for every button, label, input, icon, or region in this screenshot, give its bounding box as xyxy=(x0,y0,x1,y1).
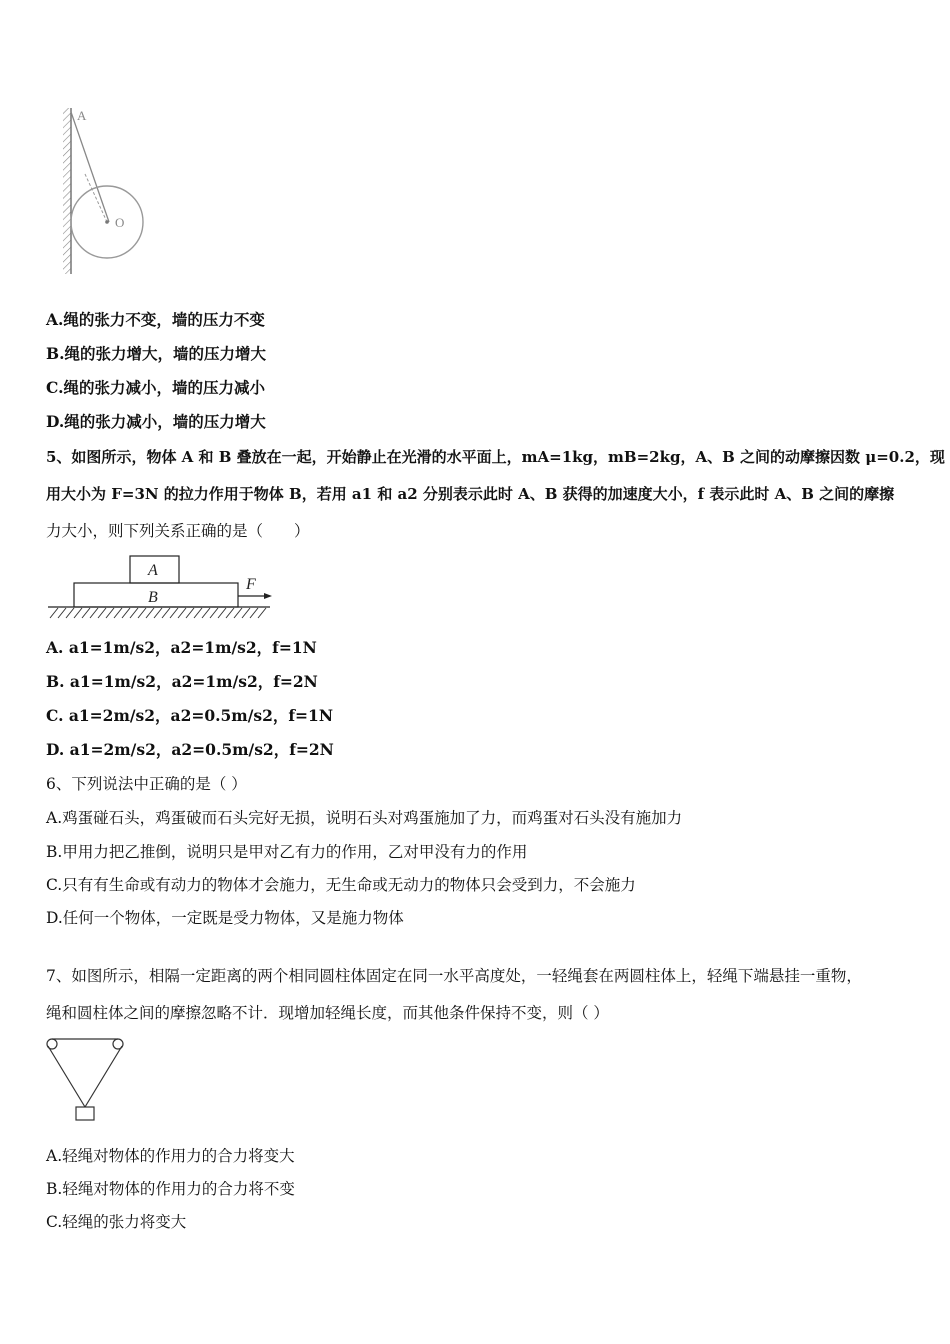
q5-option-c: C. a1=2m/s2，a2=0.5m/s2，f=1N xyxy=(46,706,333,725)
rope-line xyxy=(71,112,109,222)
q4-option-a: A.绳的张力不变，墙的压力不变 xyxy=(46,310,265,329)
q5-stem-line-2: 用大小为 F=3N 的拉力作用于物体 B，若用 a1 和 a2 分别表示此时 A、B 获得的加速度大小，f 表示此时 A、B 之间的摩擦 xyxy=(46,485,895,503)
q7-stem-line-1: 7、如图所示，相隔一定距离的两个相同圆柱体固定在同一水平高度处，一轻绳套在两圆柱体上，轻绳下端悬挂一重物， xyxy=(46,967,862,985)
q6-stem: 6、下列说法中正确的是（ ） xyxy=(46,775,247,793)
wall-sphere-figure xyxy=(55,100,155,280)
q7-option-a: A.轻绳对物体的作用力的合力将变大 xyxy=(46,1147,295,1165)
q7-stem-line-2: 绳和圆柱体之间的摩擦忽略不计．现增加轻绳长度，而其他条件保持不变，则（ ） xyxy=(46,1004,609,1022)
q4-option-d: D.绳的张力减小，墙的压力增大 xyxy=(46,412,266,431)
q5-stem-line-3: 力大小，则下列关系正确的是（ ） xyxy=(46,522,310,540)
q7-option-b: B.轻绳对物体的作用力的合力将不变 xyxy=(46,1180,295,1198)
label-o: O xyxy=(115,215,125,230)
label-a: A xyxy=(77,108,87,123)
center-dash-line xyxy=(85,174,107,222)
q4-option-c: C.绳的张力减小，墙的压力减小 xyxy=(46,378,265,397)
q7-option-c: C.轻绳的张力将变大 xyxy=(46,1213,187,1231)
blocks-figure xyxy=(44,552,284,624)
wall-hatching xyxy=(63,108,71,274)
hanging-weight xyxy=(76,1107,94,1120)
q6-option-a: A.鸡蛋碰石头，鸡蛋破而石头完好无损，说明石头对鸡蛋施加了力，而鸡蛋对石头没有施加力 xyxy=(46,809,683,827)
sphere-center-dot xyxy=(105,220,109,224)
q6-option-d: D.任何一个物体，一定既是受力物体，又是施力物体 xyxy=(46,909,404,927)
q6-option-b: B.甲用力把乙推倒，说明只是甲对乙有力的作用，乙对甲没有力的作用 xyxy=(46,843,528,861)
q5-option-d: D. a1=2m/s2，a2=0.5m/s2，f=2N xyxy=(46,740,334,759)
block-b-label: B xyxy=(148,589,158,606)
force-label: F xyxy=(246,576,256,593)
rope-left xyxy=(48,1046,85,1107)
block-a-label: A xyxy=(148,562,158,579)
pulley-figure xyxy=(42,1034,132,1124)
rope-right xyxy=(85,1046,122,1107)
q5-stem-line-1: 5、如图所示，物体 A 和 B 叠放在一起，开始静止在光滑的水平面上，mA=1kg，mB=2kg，A、B 之间的动摩擦因数 μ=0.2，现 xyxy=(46,448,945,466)
q6-option-c: C.只有有生命或有动力的物体才会施力，无生命或无动力的物体只会受到力，不会施力 xyxy=(46,876,636,894)
force-arrow-head xyxy=(264,593,272,599)
q4-option-b: B.绳的张力增大，墙的压力增大 xyxy=(46,344,266,363)
ground-hatching xyxy=(50,608,266,618)
q5-option-a: A. a1=1m/s2，a2=1m/s2，f=1N xyxy=(46,638,317,657)
q5-option-b: B. a1=1m/s2，a2=1m/s2，f=2N xyxy=(46,672,318,691)
